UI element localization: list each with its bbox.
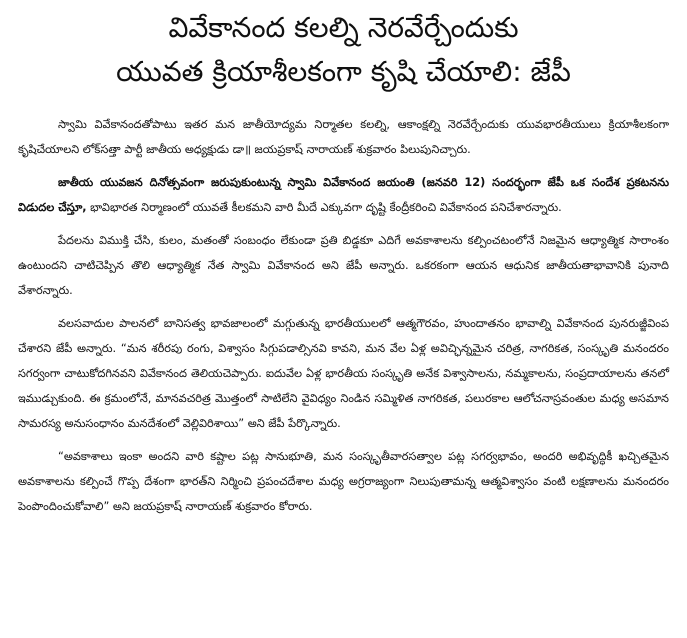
headline bbox=[18, 6, 669, 94]
paragraph-2-text: భావిభారత నిర్మాణంలో యువతే కీలకమని వారి మీదే ఎక్కువగా దృష్టి కేంద్రీకరించి వివేకానంద పనిచేశారన్నారు. bbox=[86, 201, 562, 214]
paragraph-4: వలసవాదుల పాలనలో బానిసత్వ భావజాలంలో మగ్గుతున్న భారతీయులలో ఆత్మగౌరవం, హుందాతనం భావాల్ని వివేకానంద పునరుజ్జీవింప చేశారని జేపీ అన్నారు. “మన శరీరపు రంగు, విశ్వాసం సిగ్గుపడాల్సినవి కావని, మన వేల ఏళ్ల అవిచ్ఛిన్నమైన చరిత్ర, నాగరికత, సంస్కృతి మనందరం సగర్వంగా చాటుకోదగినవని వివేకానంద తెలియచెప్పారు. ఐదువేల ఏళ్ల భారతీయ సంస్కృతి అనేక విశ్వాసాలను, నమ్మకాలను, సంప్రదాయాలను తనలో ఇముడ్చుకుంది. ఈ క్రమంలోనే, మానవచరిత్ర మొత్తంలో సాటిలేని వైవిధ్యం నిండిన సమ్మిళిత నాగరికత, పలురకాల ఆలోచనాస్రవంతుల మధ్య అసమాన సామరస్య అనుసంధానం మనదేశంలో వెల్లివిరిశాయి” అని జేపీ పేర్కొన్నారు. bbox=[18, 317, 669, 430]
paragraph-2-bold: జాతీయ యువజన దినోత్సవంగా జరుపుకుంటున్న స్వామి వివేకానంద జయంతి (జనవరి 12) సందర్భంగా జేపీ ఒక సందేశ ప్రకటనను విడుదల చేస్తూ, bbox=[18, 176, 669, 214]
paragraph-2 bbox=[18, 170, 669, 220]
paragraph-3: పేదలను విముక్తి చేసి, కులం, మతంతో సంబంధం లేకుండా ప్రతి బిడ్డకూ ఎదిగే అవకాశాలను కల్పించటంలోనే నిజమైన ఆధ్యాత్మిక సారాంశం ఉంటుందని చాటిచెప్పిన తొలి ఆధ్యాత్మిక నేత స్వామి వివేకానంద అని జేపీ అన్నారు. ఒకరకంగా ఆయన ఆధునిక జాతీయతాభావానికి పునాది వేశారన్నారు. bbox=[18, 234, 669, 297]
headline-line-1: వివేకానంద కలల్ని నెరవేర్చేందుకు bbox=[168, 11, 519, 44]
paragraph-5: “అవకాశాలు ఇంకా అందని వారి కష్టాల పట్ల సానుభూతి, మన సంస్కృతీవారసత్వాల పట్ల సగర్వభావం, అందరి అభివృద్ధికీ ఖచ్చితమైన అవకాశాలను కల్పించే గొప్ప దేశంగా భారత్‌ని నిర్మించి ప్రపంచదేశాల మధ్య అగ్రరాజ్యంగా నిలుపుతామన్న ఆత్మవిశ్వాసం వంటి లక్షణాలను మనందరం పెంపొందించుకోవాలి” అని జయప్రకాష్ నారాయణ్ శుక్రవారం కోరారు. bbox=[18, 450, 669, 513]
article-body bbox=[18, 112, 669, 519]
paragraph-1: స్వామి వివేకానందతోపాటు ఇతర మన జాతీయోద్యమ నిర్మాతల కలల్ని, ఆకాంక్షల్ని నెరవేర్చేందుకు యువభారతీయులు క్రియాశీలకంగా కృషిచేయాలని లోక్‌సత్తా పార్టీ జాతీయ అధ్యక్షుడు డా॥ జయప్రకాష్ నారాయణ్ శుక్రవారం పిలుపునిచ్చారు. bbox=[18, 118, 669, 156]
headline-line-2: యువత క్రియాశీలకంగా కృషి చేయాలి: జేపీ bbox=[116, 55, 571, 88]
